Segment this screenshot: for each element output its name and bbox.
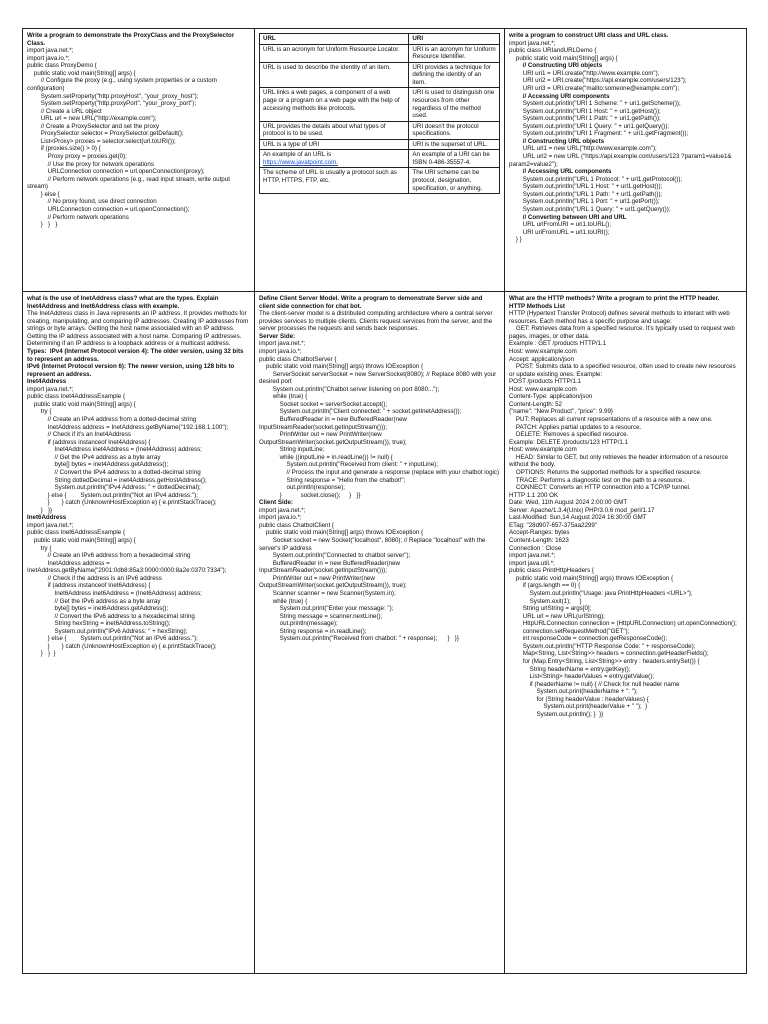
text-line: Scanner scanner = new Scanner(System.in); bbox=[259, 589, 396, 597]
text-line: System.out.println("URL 1 Query: " + url1.getQuery()); bbox=[509, 205, 671, 213]
text-line: public class ChatbotServer { bbox=[259, 355, 337, 363]
text-line: public class PrintHttpHeaders { bbox=[509, 567, 594, 575]
text-line: POST /products HTTP/1.1 bbox=[509, 378, 582, 386]
text-line: PrintWriter out = new PrintWriter(new OutputStreamWriter(socket.getOutputStream()), true); bbox=[259, 574, 407, 590]
text-line: Last-Modified: Sun,14 August 2024 16:30:00 GMT bbox=[509, 514, 647, 522]
text-line: Content-Type: application/json bbox=[509, 393, 593, 401]
table-row bbox=[260, 150, 500, 168]
http-lines bbox=[509, 295, 742, 719]
table-row bbox=[260, 44, 500, 62]
text-line: // Converting between URI and URL bbox=[509, 213, 627, 221]
url-cell bbox=[260, 88, 409, 121]
text-line: System.setProperty("http.proxyHost", "your_proxy_host"); bbox=[27, 92, 199, 100]
text-line: // Configure the proxy (e.g., using system properties or a custom configuration) bbox=[27, 77, 219, 92]
text-line: String inputLine; bbox=[259, 446, 325, 454]
text-line: HTTP Methods List bbox=[509, 302, 565, 310]
text-line: // Check if it's an Inet4Address bbox=[27, 431, 132, 439]
text-line: BufferedReader in = new BufferedReader(new InputStreamReader(socket.getInputStream())); bbox=[259, 416, 409, 431]
text-line: public class URIandURLDemo { bbox=[509, 47, 597, 55]
text-line: The InetAddress class in Java represents an IP address. It provides methods for creating, manipulating, and comparing IP addresses. Creating IP addresses from strings or byte arrays. Getting the host name associated with an IP address. Getting the IP address associated with a host name. Comparing IP addresses. Determining if an IP address is a loopback address or a multicast address. bbox=[27, 310, 251, 348]
example-link[interactable]: https://www.javatpoint.com. bbox=[263, 158, 338, 166]
text-line: out.println(message); bbox=[259, 620, 338, 628]
text-line: import java.io.*; bbox=[259, 514, 302, 522]
text-line: Socket socket = serverSocket.accept(); bbox=[259, 400, 388, 408]
text-line: // Create a URL object bbox=[27, 107, 102, 115]
text-line: HTTP 1.1 200 OK bbox=[509, 491, 559, 499]
text-line: System.out.print("Enter your message: "); bbox=[259, 605, 394, 613]
cell-text: URI doesn't the protocol specifications. bbox=[412, 122, 479, 138]
text-line: String response = "Hello from the chatbot!"; bbox=[259, 476, 406, 484]
text-line: Define Client Server Model. Write a program to demonstrate Server side and client side connection for chat bot. bbox=[259, 295, 485, 310]
text-line: String urlString = args[0]; bbox=[509, 605, 592, 613]
uri-cell bbox=[409, 88, 500, 121]
text-line: The client-server model is a distributed computing architecture where a central server provides services to multiple clients. Clients request services from the server, and the server processes the requests and sends back responses. bbox=[259, 310, 495, 333]
text-line: TRACE: Performs a diagnostic test on the path to a resource. bbox=[509, 476, 685, 484]
chat-cell bbox=[255, 292, 505, 973]
uri-header: URI bbox=[409, 34, 500, 45]
text-line: while ((inputLine = in.readLine()) != null) { bbox=[259, 453, 393, 461]
text-line: // Get the IPv6 address as a byte array bbox=[27, 597, 161, 605]
text-line: if (args.length == 0) { bbox=[509, 582, 581, 590]
cell-text: The scheme of URL is usually a protocol such as HTTP, HTTPS, FTP, etc. bbox=[263, 169, 397, 184]
text-line: public class Inet4AddressExample { bbox=[27, 393, 126, 401]
text-line: URL urlFromURI = uri1.toURL(); bbox=[509, 221, 612, 229]
text-line: System.out.println(); } }} bbox=[509, 710, 604, 718]
text-line: PATCH: Applies partial updates to a resource. bbox=[509, 423, 642, 431]
text-line: Host: www.example.com bbox=[509, 385, 577, 393]
text-line: Accept: application/json bbox=[509, 355, 575, 363]
text-line: InetAddress address = InetAddress.getByName("2001:0db8:85a3:0000:0000:8a2e:0370:7334"); bbox=[27, 559, 227, 575]
text-line: Host: www.example.com bbox=[509, 446, 577, 454]
text-line: PrintWriter out = new PrintWriter(new OutputStreamWriter(socket.getOutputStream()), true); bbox=[259, 431, 407, 446]
url-cell bbox=[260, 168, 409, 194]
text-line: import java.net.*; bbox=[27, 47, 74, 55]
url-cell bbox=[260, 139, 409, 150]
text-line: URL url1 = new URL("http://www.example.com"); bbox=[509, 145, 657, 153]
text-line: import java.io.*; bbox=[27, 54, 70, 62]
text-line: import java.net.*; bbox=[259, 340, 306, 348]
text-line: for (String headerValue : headerValues) { bbox=[509, 695, 649, 703]
cell-text: The URI scheme can be protocol, designation, specification, or anything. bbox=[412, 169, 483, 192]
text-line: // Constructing URI objects bbox=[509, 62, 603, 70]
text-line: System.out.print(headerValue + " "); } bbox=[509, 703, 648, 711]
text-line: HEAD: Similar to GET, but only retrieves the header information of a resource without the body. bbox=[509, 453, 730, 469]
text-line: if (address instanceof Inet6Address) { bbox=[27, 582, 151, 590]
text-line: DELETE: Removes a specified resource. bbox=[509, 431, 629, 439]
cell-text: URI is an acronym for Uniform Resource Identifier. bbox=[412, 45, 496, 61]
cell-text: URI is the superset of URL. bbox=[412, 140, 488, 148]
table-row bbox=[260, 121, 500, 139]
text-line: } else { System.out.println("Not an IPv4 address."); bbox=[27, 491, 198, 499]
text-line: URI uri3 = URI.create("mailto:someone@example.com"); bbox=[509, 84, 680, 92]
text-line: URI uri2 = URI.create("https://api.example.com/users/123"); bbox=[509, 77, 687, 85]
text-line: // Create an IPv6 address from a hexadecimal string bbox=[27, 552, 191, 560]
text-line: // Accessing URL components bbox=[509, 168, 612, 176]
text-line: System.out.println("URI 1 Query: " + uri1.getQuery()); bbox=[509, 122, 670, 130]
text-line: import java.net.*; bbox=[509, 39, 556, 47]
cell-text: URL is an acronym for Uniform Resource Locator. bbox=[263, 45, 400, 53]
text-line: } socket.close(); } }} bbox=[259, 491, 361, 499]
text-line: System.out.println("URI 1 Scheme: " + uri1.getScheme()); bbox=[509, 100, 681, 108]
text-line: System.out.println("URL 1 Path: " + url1.getPath()); bbox=[509, 190, 663, 198]
cell-text: URL provides the details about what types of protocol is to be used. bbox=[263, 122, 386, 138]
uri-demo-lines bbox=[509, 32, 742, 244]
text-line: while (true) { bbox=[259, 393, 308, 401]
text-line: what is the use of InetAddress class? what are the types. Explain Inet4Address and Inet6Address class with example. bbox=[27, 295, 221, 310]
text-line: URLConnection connection = url.openConnection(); bbox=[27, 205, 190, 213]
text-line: // Use the proxy for network operations bbox=[27, 160, 154, 168]
text-line: CONNECT: Converts an HTTP connection into a TCP/IP tunnel. bbox=[509, 484, 691, 492]
text-line: // No proxy found, use direct connection bbox=[27, 198, 157, 206]
text-line: try { bbox=[27, 408, 52, 416]
text-line: byte[] bytes = inet4Address.getAddress(); bbox=[27, 461, 169, 469]
cell-text: URI provides a technique for defining the identity of an item. bbox=[412, 63, 491, 86]
url-cell bbox=[260, 150, 409, 168]
text-line: Date: Wed, 11th August 2024 2:00:00 GMT bbox=[509, 499, 628, 507]
uri-cell bbox=[409, 139, 500, 150]
text-line: // Perform network operations (e.g., read input stream, write output stream) bbox=[27, 175, 232, 191]
text-line: System.out.println("IPv4 Address: " + dottedDecimal); bbox=[27, 484, 201, 492]
text-line: System.out.println("URL 1 Protocol: " + url1.getProtocol()); bbox=[509, 175, 683, 183]
text-line: System.out.println("Received from client: " + inputLine); bbox=[259, 461, 438, 469]
text-line: List<Proxy> proxies = selector.select(url.toURI()); bbox=[27, 137, 176, 145]
text-line: InetAddress address = InetAddress.getByName("192.168.1.100"); bbox=[27, 423, 229, 431]
text-line: public class Inet6AddressExample { bbox=[27, 529, 126, 537]
text-line: } } bbox=[509, 236, 522, 244]
uri-cell bbox=[409, 150, 500, 168]
text-line: Write a program to demonstrate the ProxyClass and the ProxySelector Class. bbox=[27, 32, 236, 47]
text-line: // Convert the IPv4 address to a dotted-decimal string bbox=[27, 468, 201, 476]
text-line: public static void main(String[] args) throws IOException { bbox=[509, 574, 674, 582]
proxy-cell bbox=[23, 29, 255, 292]
text-line: List<String> headerValues = entry.getValue(); bbox=[509, 673, 654, 681]
text-line: for (Map.Entry<String, List<String>> entry : headers.entrySet()) { bbox=[509, 658, 700, 665]
text-line: import java.io.*; bbox=[259, 347, 302, 355]
text-line: OPTIONS: Returns the supported methods for a specified resource. bbox=[509, 468, 702, 476]
text-line: Server Side: bbox=[259, 332, 296, 340]
text-line: Client Side: bbox=[259, 499, 294, 507]
text-line: Proxy proxy = proxies.get(0); bbox=[27, 153, 127, 160]
text-line: String hexString = inet6Address.toString(); bbox=[27, 620, 171, 628]
text-line: Inet4Address bbox=[27, 378, 67, 386]
text-line: URL url2 = new URL ("https://api.example.com/users/123 ?param1=value1& param2=value2"); bbox=[509, 153, 734, 168]
text-line: // Perform network operations bbox=[27, 213, 129, 221]
text-line: Accept-Ranges: bytes bbox=[509, 529, 570, 537]
text-line: System.out.println("Received from chatbot: " + response); } }} bbox=[259, 635, 459, 643]
inet-lines bbox=[27, 295, 250, 658]
url-cell bbox=[260, 62, 409, 88]
table-row bbox=[260, 168, 500, 194]
text-line: connection.setRequestMethod("GET"); bbox=[509, 627, 630, 635]
text-line: while (true) { bbox=[259, 597, 308, 605]
text-line: } else { bbox=[27, 190, 60, 198]
text-line: URI uriFromURL = url1.toURI(); bbox=[509, 228, 610, 236]
text-line: import java.net.*; bbox=[259, 506, 306, 514]
chat-lines bbox=[259, 295, 500, 643]
text-line: // Get the IPv4 address as a byte array bbox=[27, 453, 161, 461]
text-line: POST: Submits data to a specified resource, often used to create new resources or update existing ones. Example: bbox=[509, 363, 738, 378]
url-header: URL bbox=[260, 34, 409, 45]
text-line: byte[] bytes = inet6Address.getAddress(); bbox=[27, 605, 169, 613]
text-line: // Constructing URL objects bbox=[509, 137, 605, 145]
url-uri-cell bbox=[255, 29, 505, 292]
text-line: import java.util.*; bbox=[509, 559, 555, 567]
text-line: // Check if the address is an IPv6 address bbox=[27, 574, 162, 582]
cell-text: An example of an URL is bbox=[263, 151, 332, 159]
text-line: import java.net.*; bbox=[509, 552, 556, 560]
text-line: System.out.println("URI 1 Host: " + uri1.getHost()); bbox=[509, 107, 661, 115]
text-line: Map<String, List<String>> headers = connection.getHeaderFields(); bbox=[509, 650, 709, 658]
text-line: Example : GET /products HTTP/1.1 bbox=[509, 340, 607, 348]
text-line: try { bbox=[27, 544, 52, 552]
text-line: System.out.println("Usage: java PrintHttpHeaders <URL>"); bbox=[509, 589, 693, 597]
text-line: public static void main(String[] args) { bbox=[27, 400, 136, 408]
text-line: System.setProperty("http.proxyPort", "your_proxy_port"); bbox=[27, 100, 197, 108]
text-line: {"name": "New Product", "price": 9.99} bbox=[509, 408, 613, 416]
url-uri-rows bbox=[260, 44, 500, 194]
text-line: if (headerName != null) { // Check for null header name bbox=[509, 680, 680, 688]
text-line: } } } bbox=[27, 221, 58, 229]
text-line: public static void main(String[] args) throws IOException { bbox=[259, 529, 424, 537]
text-line: public static void main(String[] args) throws IOException { bbox=[259, 363, 424, 371]
text-line: Content-Length: 52 bbox=[509, 400, 562, 408]
text-line: BufferedReader in = new BufferedReader(new InputStreamReader(socket.getInputStream())); bbox=[259, 559, 402, 575]
text-line: System.out.println("Chatbot server listening on port 8080..."); bbox=[259, 385, 440, 393]
text-line: URL url = new URL("http://example.com"); bbox=[27, 115, 157, 123]
text-line: Content-Length: 1623 bbox=[509, 537, 569, 544]
text-line: ProxySelector selector = ProxySelector.getDefault(); bbox=[27, 130, 184, 138]
text-line: ServerSocket serverSocket = new ServerSocket(8080); // Replace 8080 with your desired port bbox=[259, 370, 498, 386]
text-line: System.out.print(headerName + ": "); bbox=[509, 688, 638, 696]
text-line: } } } bbox=[27, 650, 56, 658]
text-line: public class ChatbotClient { bbox=[259, 521, 334, 529]
text-line: URI uri1 = URI.create("http://www.example.com"); bbox=[509, 69, 660, 77]
text-line: write a program to construct URI class and URL class. bbox=[509, 32, 669, 39]
text-line: System.out.println("Connected to chatbot server"); bbox=[259, 552, 411, 560]
text-line: HTTP (Hypertext Transfer Protocol) defines several methods to interact with web resources. Each method has a specific purpose and usage: bbox=[509, 310, 732, 325]
text-line: Connection : Close bbox=[509, 544, 562, 552]
text-line: } } catch (UnknownHostException e) { e.printStackTrace(); bbox=[27, 642, 217, 650]
uri-cell bbox=[409, 121, 500, 139]
text-line: System.out.println("URI 1 Fragment: " + uri1.getFragment()); bbox=[509, 130, 689, 138]
text-line: import java.net.*; bbox=[27, 521, 74, 529]
text-line: System.out.println("IPv6 Address: " + hexString); bbox=[27, 627, 188, 635]
text-line: System.out.println("URL 1 Port: " + url1.getPort()); bbox=[509, 198, 660, 206]
text-line: System.out.println("Client connected: " + socket.getInetAddress()); bbox=[259, 408, 462, 416]
text-line: Host: www.example.com bbox=[509, 347, 577, 355]
text-line: URL url = new URL(urlString); bbox=[509, 612, 605, 620]
text-line: What are the HTTP methods? Write a program to print the HTTP header. bbox=[509, 295, 720, 302]
uri-cell bbox=[409, 168, 500, 194]
text-line: String headerName = entry.getKey(); bbox=[509, 665, 631, 673]
text-line: public static void main(String[] args) { bbox=[27, 69, 136, 77]
text-line: // Convert the IPv6 address to a hexadecimal string bbox=[27, 612, 195, 620]
text-line: String dottedDecimal = inet4Address.getHostAddress(); bbox=[27, 476, 207, 484]
text-line: // Process the input and generate a response (replace with your chatbot logic) bbox=[259, 468, 500, 476]
proxy-lines bbox=[27, 32, 250, 229]
text-line: IPv6 (Internet Protocol version 6): The newer version, using 128 bits to represent an address. bbox=[27, 363, 237, 378]
url-cell bbox=[260, 44, 409, 62]
text-line: Socket socket = new Socket("localhost", 8080); // Replace "localhost" with the server's IP address bbox=[259, 537, 488, 552]
text-line: int responseCode = connection.getResponseCode(); bbox=[509, 635, 668, 643]
text-line: // Create an IPv4 address from a dotted-decimal string bbox=[27, 416, 197, 423]
http-cell bbox=[505, 292, 746, 973]
text-line: HttpURLConnection connection = (HttpURLConnection) url.openConnection(); bbox=[509, 620, 737, 628]
text-line: String response = in.readLine(); bbox=[259, 627, 367, 635]
text-line: Inet6Address inet6Address = (Inet6Address) address; bbox=[27, 589, 202, 597]
text-line: Types: IPv4 (Internet Protocol version 4): The older version, using 32 bits to represent an address. bbox=[27, 347, 246, 363]
text-line: } }} bbox=[27, 506, 53, 514]
text-line: } } catch (UnknownHostException e) { e.printStackTrace(); bbox=[27, 499, 217, 507]
text-line: PUT: Replaces all current representations of a resource with a new one. bbox=[509, 416, 713, 423]
table-row bbox=[260, 139, 500, 150]
text-line: if (address instanceof Inet4Address) { bbox=[27, 438, 151, 446]
notes-grid bbox=[22, 28, 747, 974]
inet-cell bbox=[23, 292, 255, 973]
url-cell bbox=[260, 121, 409, 139]
text-line: System.out.println("URI 1 Path: " + uri1.getPath()); bbox=[509, 115, 661, 123]
text-line: System.out.println("HTTP Response Code: " + responseCode); bbox=[509, 642, 696, 650]
table-row bbox=[260, 88, 500, 121]
uri-cell bbox=[409, 44, 500, 62]
text-line: System.out.println("URL 1 Host: " + url1.getHost()); bbox=[509, 183, 663, 191]
url-uri-table bbox=[259, 33, 500, 194]
cell-text: URL is a type of URI bbox=[263, 140, 320, 148]
text-line: public class ProxyDemo { bbox=[27, 62, 97, 70]
cell-text: URL is used to describe the identity of an item. bbox=[263, 63, 391, 71]
text-line: Inet4Address inet4Address = (Inet4Address) address; bbox=[27, 446, 202, 454]
uri-cell bbox=[409, 62, 500, 88]
text-line: ETag: "28d907-657-375aa2299" bbox=[509, 521, 597, 529]
text-line: // Create a ProxySelector and set the proxy bbox=[27, 122, 160, 130]
text-line: public static void main(String[] args) { bbox=[509, 54, 618, 62]
text-line: Inet6Address bbox=[27, 514, 67, 522]
text-line: GET: Retrieves data from a specified resource. It's typically used to request web pages, images, or other data. bbox=[509, 325, 737, 340]
table-row bbox=[260, 62, 500, 88]
text-line: out.println(response); bbox=[259, 484, 345, 492]
text-line: Server: Apache/1.3.4(Unix) PHP/3.0.6 mod_perl/1.17 bbox=[509, 506, 655, 514]
text-line: if (proxies.size() > 0) { bbox=[27, 145, 101, 153]
cell-text: An example of a URI can be ISBN 0-486-35557-4. bbox=[412, 151, 490, 166]
cell-text: URI is used to distinguish one resources from other regardless of the method used. bbox=[412, 89, 495, 120]
text-line: } else { System.out.println("Not an IPv6 address."); bbox=[27, 635, 198, 643]
text-line: import java.net.*; bbox=[27, 385, 74, 393]
text-line: // Accessing URI components bbox=[509, 92, 610, 100]
text-line: URLConnection connection = url.openConnection(proxy); bbox=[27, 168, 205, 176]
text-line: System.exit(1); } bbox=[509, 597, 582, 605]
text-line: public static void main(String[] args) { bbox=[27, 537, 136, 544]
text-line: String message = scanner.nextLine(); bbox=[259, 612, 383, 620]
cell-text: URL links a web pages, a component of a web page or a program on a web page with the help of accessing methods like protocols. bbox=[263, 89, 400, 112]
text-line: Example: DELETE /products/123 HTTP/1.1 bbox=[509, 438, 628, 446]
uri-demo-cell bbox=[505, 29, 746, 292]
